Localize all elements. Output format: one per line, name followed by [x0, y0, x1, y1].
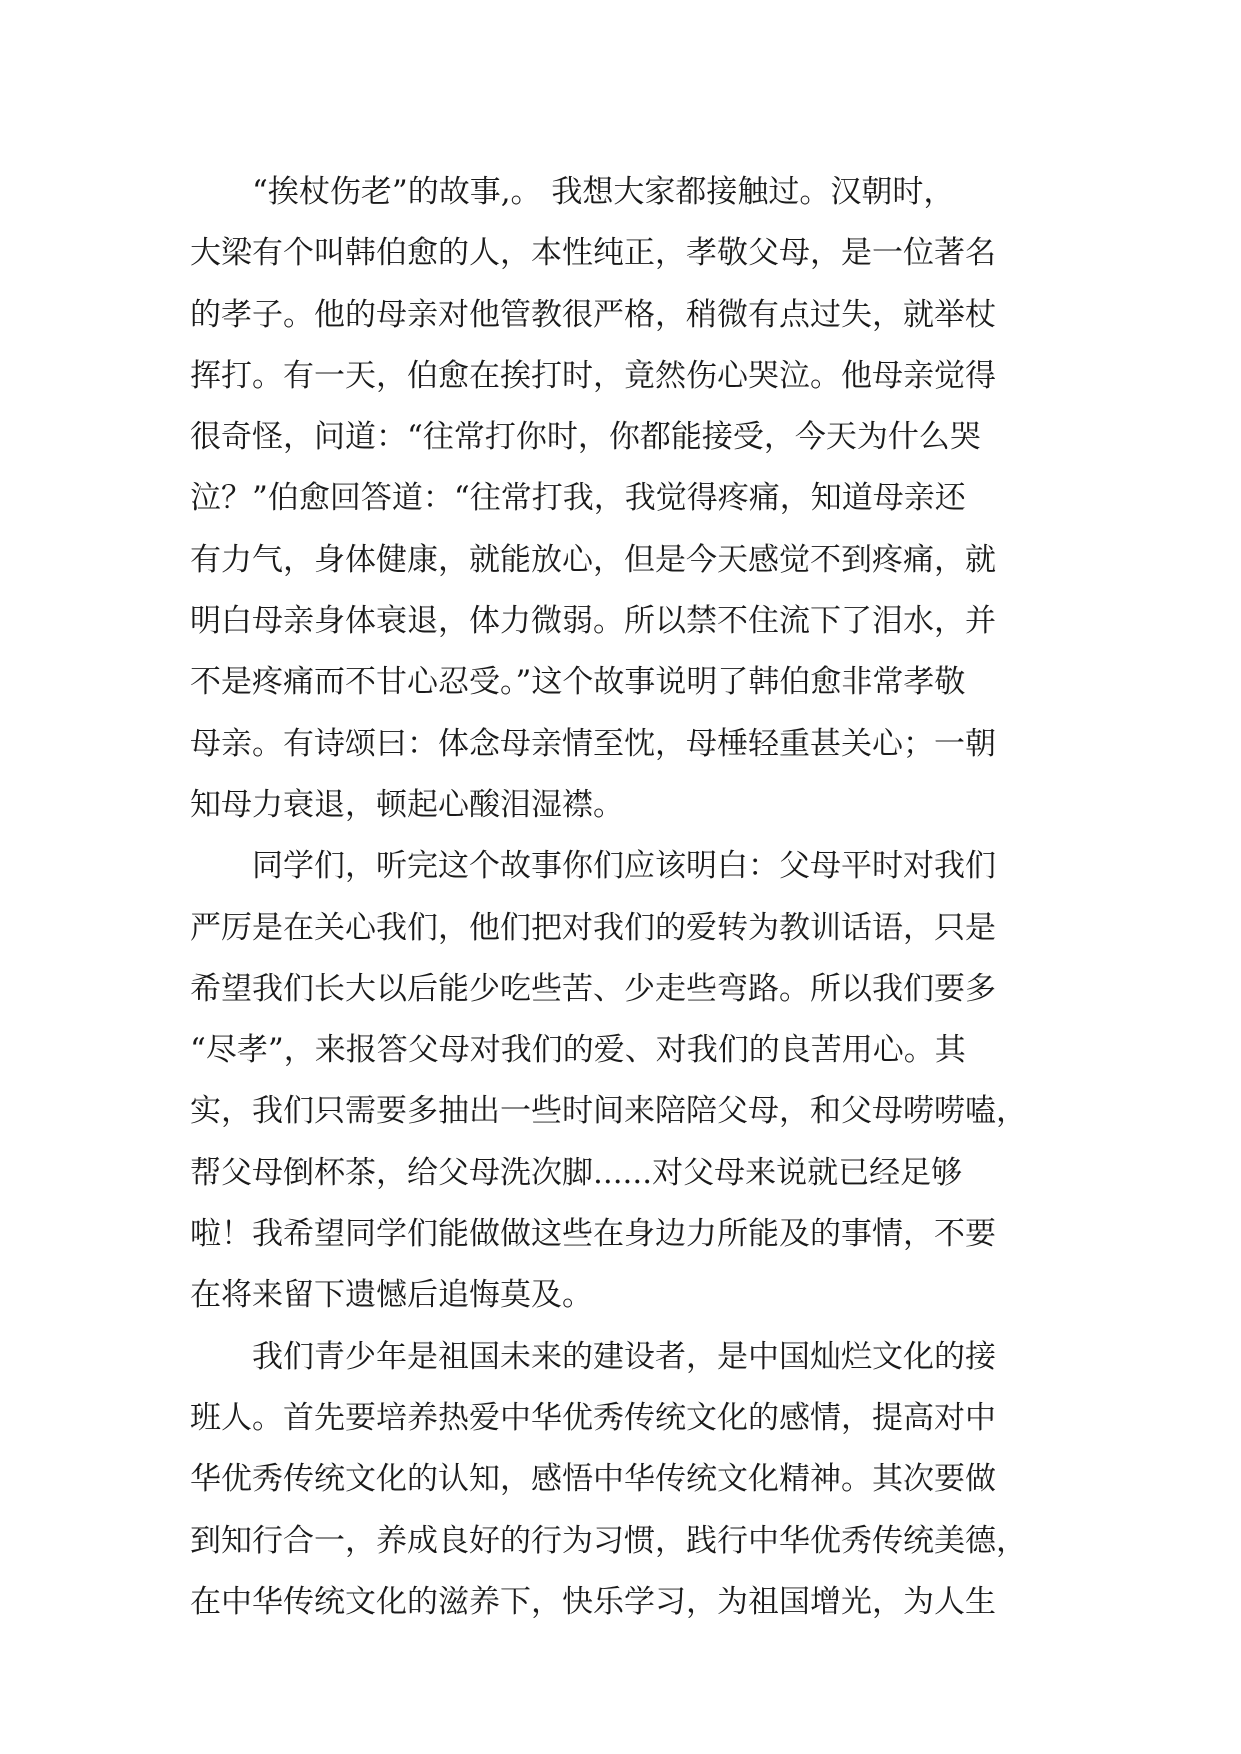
text-line: 挥打。有一天，伯愈在挨打时，竟然伤心哭泣。他母亲觉得: [190, 357, 996, 394]
text-line: 帮父母倒杯茶，给父母洗次脚......对父母来说就已经足够: [190, 1154, 963, 1191]
text-line: 严厉是在关心我们，他们把对我们的爱转为教训话语，只是: [190, 909, 996, 946]
text-line: 在将来留下遗憾后追悔莫及。: [190, 1277, 593, 1314]
paragraph-story: [190, 162, 1052, 836]
paragraph-youth: [190, 1327, 1052, 1633]
text-line: 实，我们只需要多抽出一些时间来陪陪父母，和父母唠唠嗑，: [190, 1093, 1027, 1130]
text-line: 泣？”伯愈回答道：“往常打我，我觉得疼痛，知道母亲还: [190, 480, 966, 517]
text-line: “尽孝”，来报答父母对我们的爱、对我们的良苦用心。其: [190, 1032, 966, 1069]
paragraph-students: [190, 836, 1052, 1326]
text-line: 的孝子。他的母亲对他管教很严格，稍微有点过失，就举杖: [190, 296, 996, 333]
text-line: “挨杖伤老”的故事,。 我想大家都接触过。汉朝时，: [190, 174, 955, 210]
text-line: 希望我们长大以后能少吃些苦、少走些弯路。所以我们要多: [190, 970, 996, 1007]
text-line: 到知行合一，养成良好的行为习惯，践行中华优秀传统美德，: [190, 1522, 1027, 1559]
text-line: 在中华传统文化的滋养下，快乐学习，为祖国增光，为人生: [190, 1583, 996, 1620]
text-line: 母亲。有诗颂曰：体念母亲情至忱，母棰轻重甚关心；一朝: [190, 725, 996, 762]
text-line: 有力气，身体健康，就能放心，但是今天感觉不到疼痛，就: [190, 541, 996, 578]
text-line: 大梁有个叫韩伯愈的人，本性纯正，孝敬父母，是一位著名: [190, 235, 996, 272]
text-line: 明白母亲身体衰退，体力微弱。所以禁不住流下了泪水，并: [190, 603, 996, 640]
text-line: 我们青少年是祖国未来的建设者，是中国灿烂文化的接: [190, 1338, 996, 1375]
text-line: 同学们，听完这个故事你们应该明白：父母平时对我们: [190, 848, 996, 885]
text-line: 不是疼痛而不甘心忍受。”这个故事说明了韩伯愈非常孝敬: [190, 664, 966, 701]
text-line: 很奇怪，问道：“往常打你时，你都能接受，今天为什么哭: [190, 419, 981, 456]
text-line: 啦！我希望同学们能做做这些在身边力所能及的事情，不要: [190, 1216, 996, 1253]
text-line: 华优秀传统文化的认知，感悟中华传统文化精神。其次要做: [190, 1461, 996, 1498]
document-body: [190, 162, 1052, 1633]
text-line: 知母力衰退，顿起心酸泪湿襟。: [190, 786, 624, 823]
text-line: 班人。首先要培养热爱中华优秀传统文化的感情，提高对中: [190, 1399, 996, 1436]
